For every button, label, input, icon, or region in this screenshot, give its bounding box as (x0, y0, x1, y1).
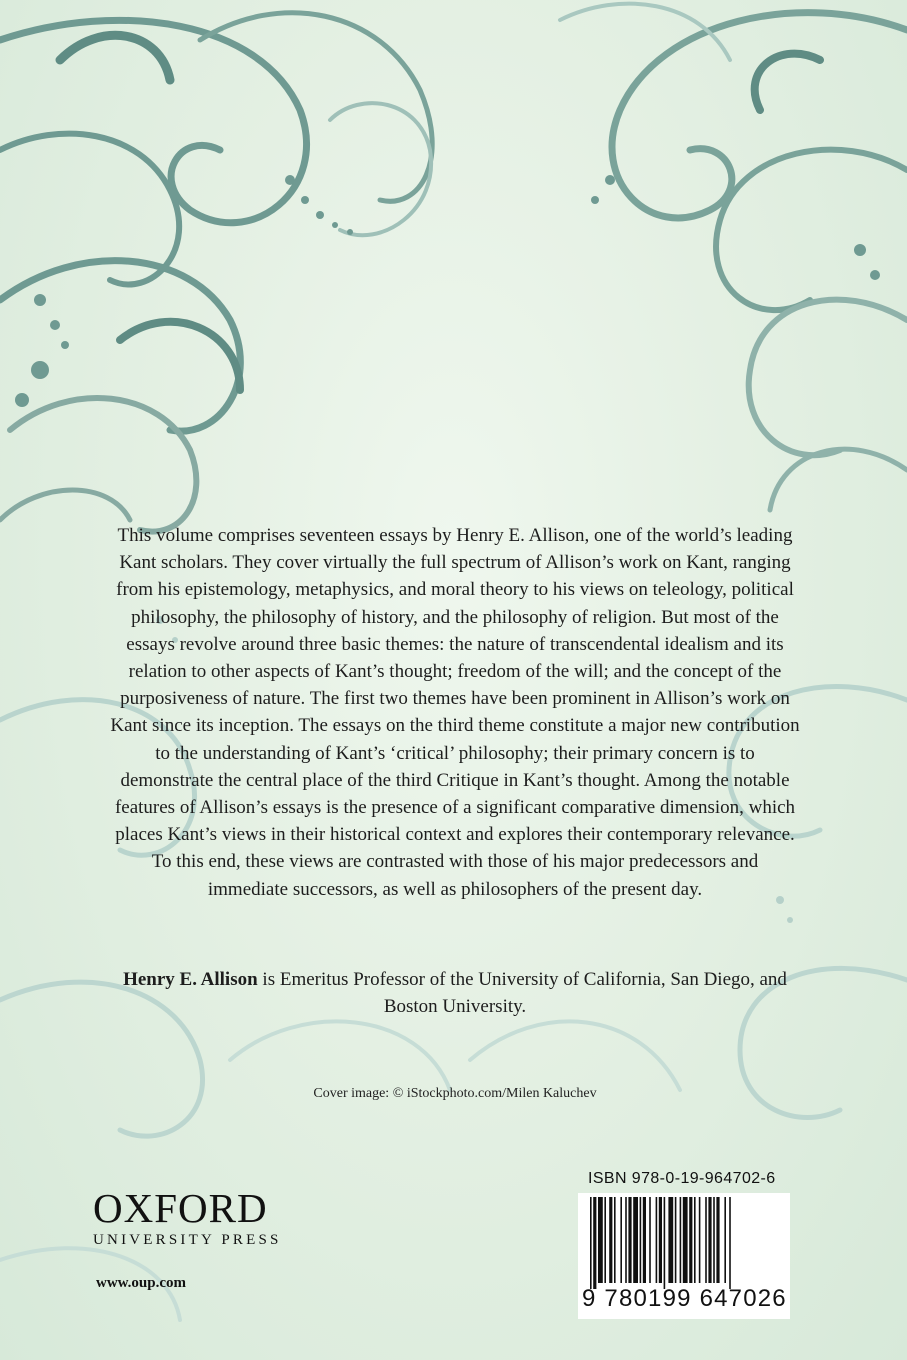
isbn-barcode (578, 1193, 790, 1319)
barcode-bars (586, 1197, 782, 1289)
book-description: This volume comprises seventeen essays by Henry E. Allison, one of the world’s leading Kant scholars. They cover virtually the full spectrum of Allison’s work on Kant, ranging from his epistemology, metaphysics, and moral theory to his views on teleology, political philosophy, the philosophy of history, and the philosophy of religion. But most of the essays revolve around three basic themes: the nature of transcendental idealism and its relation to other aspects of Kant’s thought; freedom of the will; and the concept of the purposiveness of nature. The first two themes have been prominent in Allison’s work on Kant since its inception. The essays on the third theme constitute a major new contribution to the understanding of Kant’s ‘critical’ philosophy; their primary concern is to demonstrate the central place of the third Critique in Kant’s thought. Among the notable features of Allison’s essays is the presence of a significant comparative dimension, which places Kant’s views in their historical context and explores their contemporary relevance. To this end, these views are contrasted with those of his major predecessors and immediate successors, as well as philosophers of the present day. (110, 525, 800, 900)
isbn-label: ISBN 978-0-19-964702-6 (588, 1170, 776, 1187)
publisher-subtitle: UNIVERSITY PRESS (93, 1232, 282, 1248)
publisher-logo (93, 1186, 353, 1250)
barcode-digits: 9 780199 647026 (582, 1285, 787, 1312)
cover-image-credit: Cover image: © iStockphoto.com/Milen Kaluchev (313, 1086, 597, 1101)
author-bio (110, 966, 800, 1020)
publisher-name: OXFORD (93, 1185, 268, 1231)
author-bio-text: is Emeritus Professor of the University of California, San Diego, and Boston University. (257, 969, 787, 1018)
author-name: Henry E. Allison (123, 969, 258, 990)
publisher-website-link[interactable]: www.oup.com (96, 1275, 187, 1291)
